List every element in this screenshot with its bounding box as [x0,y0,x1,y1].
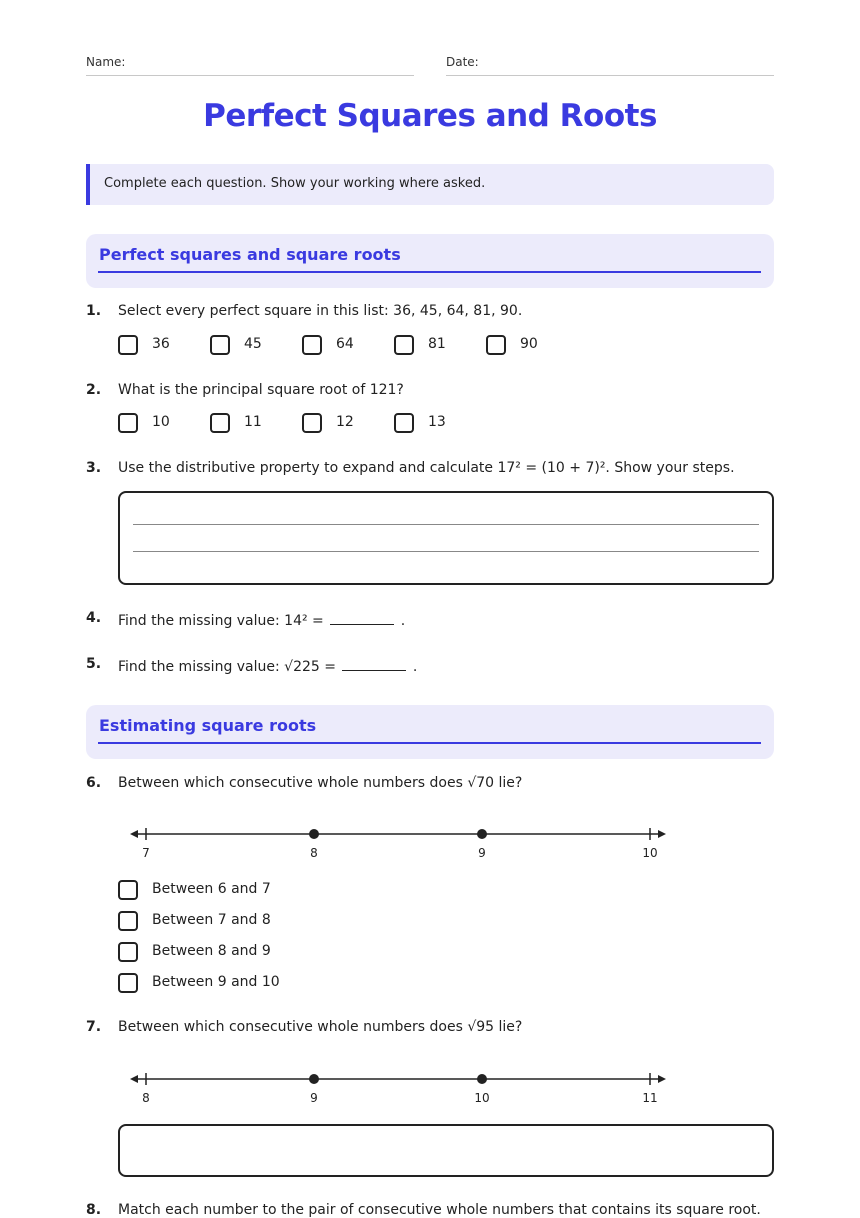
left-arrow-icon [130,830,138,838]
checkbox[interactable] [302,413,322,433]
question-text: Match each number to the pair of consecutive whole numbers that contains its square root. [118,1202,761,1218]
option-label: 11 [244,414,262,430]
section-rule [98,271,761,273]
option-label: Between 8 and 9 [152,943,271,959]
point-marker [477,829,487,839]
question-number: 7. [86,1019,102,1035]
left-arrow-icon [130,1075,138,1083]
right-arrow-icon [658,830,666,838]
checkbox[interactable] [486,335,506,355]
question-text-before: Find the missing value: √225 = [118,659,337,675]
question-text: Between which consecutive whole numbers does √70 lie? [118,775,523,791]
question-number: 8. [86,1202,102,1218]
answer-blank[interactable] [330,610,394,625]
name-label: Name: [86,55,126,69]
option-label: 10 [152,414,170,430]
question-text-after: . [400,613,406,629]
tick-label: 11 [642,1091,658,1105]
answer-blank[interactable] [342,656,406,671]
number-line-graphic [128,1071,668,1091]
tick-label: 10 [642,846,658,860]
option-label: 13 [428,414,446,430]
question-number: 4. [86,610,102,626]
question-number: 5. [86,656,102,672]
question-text: Use the distributive property to expand and calculate 17² = (10 + 7)². Show your steps. [118,460,735,476]
option-label: 12 [336,414,354,430]
date-field[interactable] [446,55,774,76]
checkbox[interactable] [118,942,138,962]
writing-line [133,551,759,552]
instructions-callout [86,164,774,205]
tick-label: 7 [142,846,150,860]
question-number: 1. [86,303,102,319]
question-text [118,656,417,675]
tick-label: 10 [474,1091,490,1105]
checkbox[interactable] [210,413,230,433]
point-marker [309,1074,319,1084]
page-title: Perfect Squares and Roots [203,98,657,134]
point-marker [477,1074,487,1084]
tick-label: 8 [142,1091,150,1105]
answer-box[interactable] [118,1124,774,1177]
section-rule [98,742,761,744]
name-field[interactable] [86,55,414,76]
option-label: Between 7 and 8 [152,912,271,928]
section-estimating-roots [86,705,774,759]
section-perfect-squares [86,234,774,288]
option-label: 64 [336,336,354,352]
option-label: Between 6 and 7 [152,881,271,897]
question-text-before: Find the missing value: 14² = [118,613,324,629]
instructions-text: Complete each question. Show your working where asked. [104,176,486,191]
writing-line [133,524,759,525]
option-label: 81 [428,336,446,352]
header-fields [86,55,774,77]
checkbox[interactable] [118,911,138,931]
tick-label: 9 [478,846,486,860]
option-label: 36 [152,336,170,352]
tick-label: 9 [310,1091,318,1105]
number-line [128,1071,668,1111]
option-label: 45 [244,336,262,352]
section-title: Perfect squares and square roots [99,245,401,264]
question-number: 3. [86,460,102,476]
option-label: Between 9 and 10 [152,974,280,990]
checkbox[interactable] [394,335,414,355]
checkbox[interactable] [118,880,138,900]
question-text: Select every perfect square in this list: 36, 45, 64, 81, 90. [118,303,523,319]
date-label: Date: [446,55,479,69]
question-text: Between which consecutive whole numbers does √95 lie? [118,1019,523,1035]
number-line-graphic [128,826,668,846]
checkbox[interactable] [118,413,138,433]
checkbox[interactable] [118,973,138,993]
section-title: Estimating square roots [99,716,317,735]
right-arrow-icon [658,1075,666,1083]
question-number: 6. [86,775,102,791]
question-text [118,610,405,629]
checkbox[interactable] [394,413,414,433]
point-marker [309,829,319,839]
working-answer-box[interactable] [118,491,774,585]
checkbox[interactable] [302,335,322,355]
tick-label: 8 [310,846,318,860]
question-text-after: . [412,659,418,675]
question-number: 2. [86,382,102,398]
question-text: What is the principal square root of 121? [118,382,404,398]
number-line [128,826,668,866]
option-label: 90 [520,336,538,352]
checkbox[interactable] [210,335,230,355]
checkbox[interactable] [118,335,138,355]
